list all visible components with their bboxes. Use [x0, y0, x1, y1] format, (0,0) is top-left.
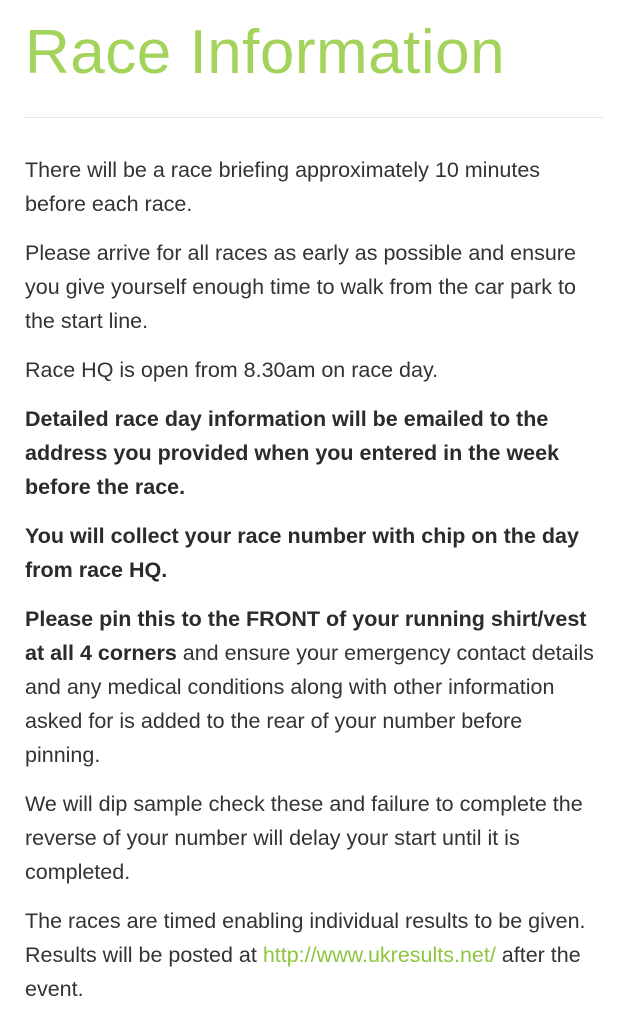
email-info-paragraph: Detailed race day information will be emailed to the address you provided when you entered in the week before the race.	[25, 407, 560, 499]
results-text-after: after the event.	[25, 943, 581, 1001]
briefing-paragraph: There will be a race briefing approximately 10 minutes before each race.	[25, 158, 541, 216]
race-number-collection-paragraph: You will collect your race number with chip on the day from race HQ.	[25, 524, 579, 582]
dip-sample-paragraph: We will dip sample check these and failure to complete the reverse of your number will delay your start until it is completed.	[25, 792, 583, 884]
pinning-instructions-paragraph	[25, 602, 603, 772]
race-info-content	[25, 118, 603, 1006]
results-link[interactable]: http://www.ukresults.net/	[262, 943, 496, 967]
results-paragraph	[25, 904, 603, 1006]
pinning-instructions-text: and ensure your emergency contact details and any medical conditions along with other information asked for is added to the rear of your number before pinning.	[25, 641, 594, 767]
race-hq-hours-paragraph: Race HQ is open from 8.30am on race day.	[25, 358, 439, 382]
results-text-before: The races are timed enabling individual results to be given. Results will be posted at	[25, 909, 586, 967]
page-title: Race Information	[25, 18, 506, 87]
arrival-paragraph: Please arrive for all races as early as possible and ensure you give yourself enough time to walk from the car park to the start line.	[25, 241, 576, 333]
pinning-instructions-emphasis: Please pin this to the FRONT of your running shirt/vest at all 4 corners	[25, 607, 587, 665]
